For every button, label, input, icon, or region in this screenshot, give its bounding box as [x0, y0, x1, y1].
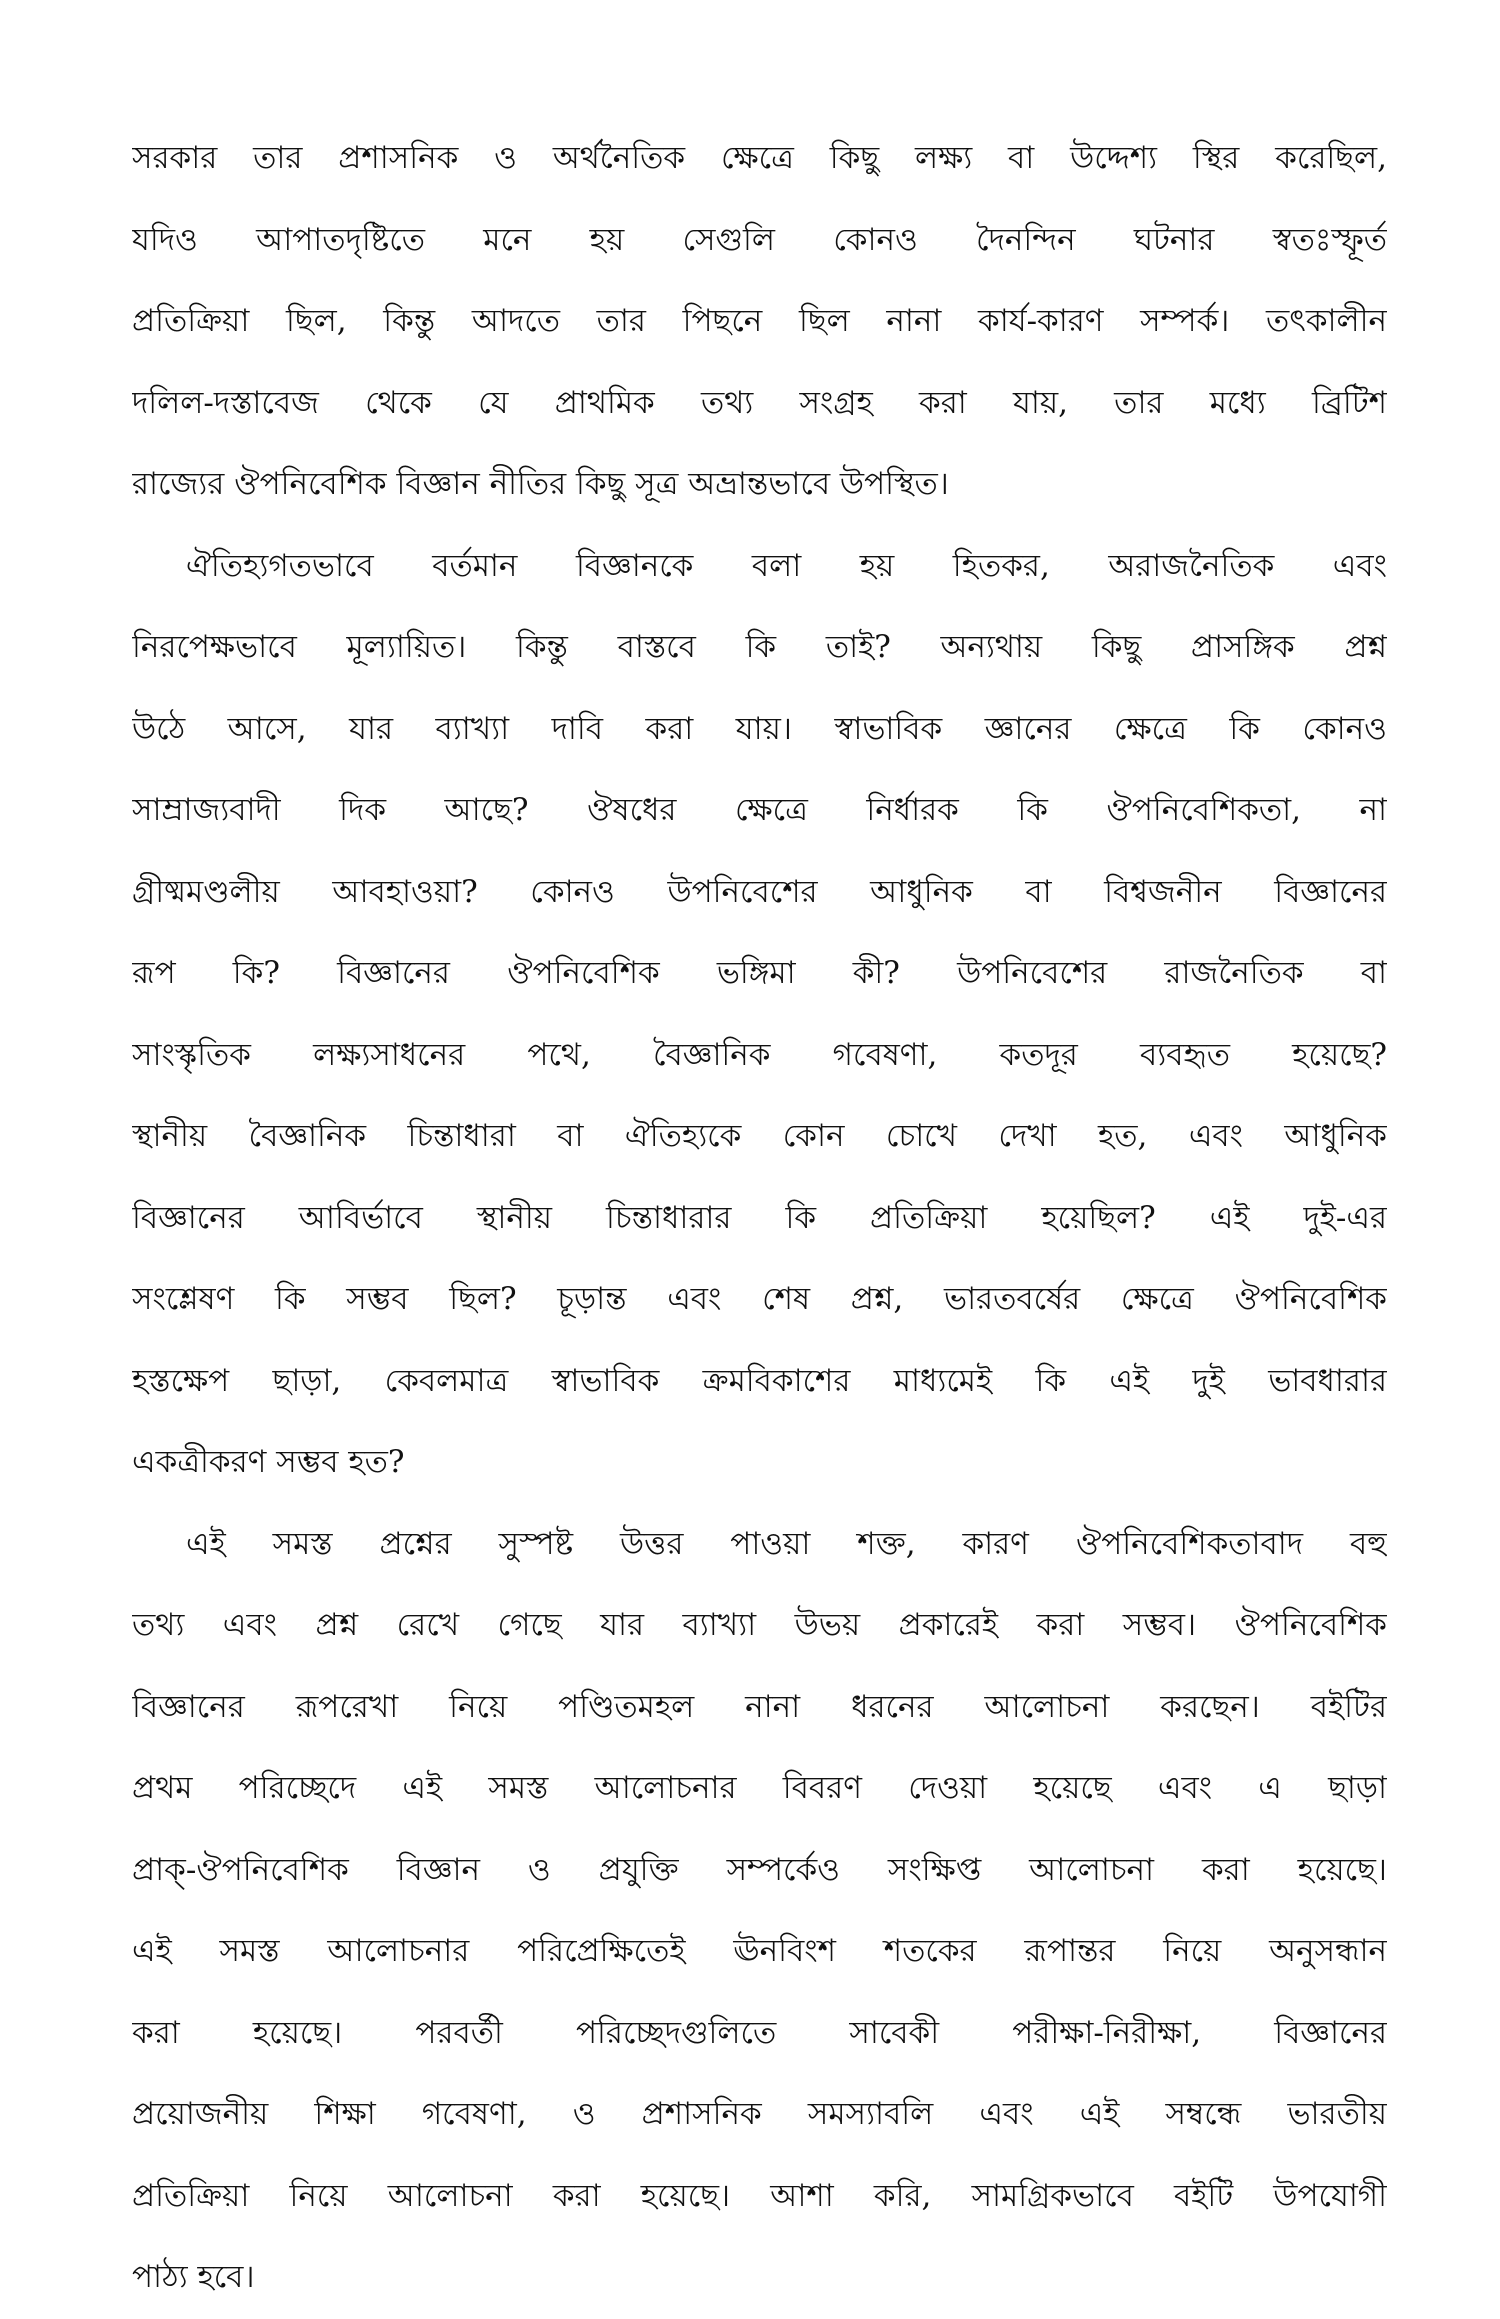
- text-line: রূপ কি? বিজ্ঞানের ঔপনিবেশিক ভঙ্গিমা কী? উপনিবেশের রাজনৈতিক বা: [132, 955, 1387, 991]
- text-line: বিজ্ঞানের রূপরেখা নিয়ে পণ্ডিতমহল নানা ধরনের আলোচনা করছেন। বইটির: [132, 1688, 1387, 1725]
- text-line: সরকার তার প্রশাসনিক ও অর্থনৈতিক ক্ষেত্রে কিছু লক্ষ্য বা উদ্দেশ্য স্থির করেছিল,: [132, 140, 1387, 176]
- text-line: প্রাক্-ঔপনিবেশিক বিজ্ঞান ও প্রযুক্তি সম্পর্কেও সংক্ষিপ্ত আলোচনা করা হয়েছে।: [132, 1851, 1387, 1888]
- text-line: উঠে আসে, যার ব্যাখ্যা দাবি করা যায়। স্বাভাবিক জ্ঞানের ক্ষেত্রে কি কোনও: [132, 710, 1387, 747]
- text-line: গ্রীষ্মমণ্ডলীয় আবহাওয়া? কোনও উপনিবেশের আধুনিক বা বিশ্বজনীন বিজ্ঞানের: [132, 873, 1387, 910]
- text-line: সংশ্লেষণ কি সম্ভব ছিল? চূড়ান্ত এবং শেষ প্রশ্ন, ভারতবর্ষের ক্ষেত্রে ঔপনিবেশিক: [132, 1281, 1387, 1317]
- text-line: প্রয়োজনীয় শিক্ষা গবেষণা, ও প্রশাসনিক সমস্যাবলি এবং এই সম্বন্ধে ভারতীয়: [132, 2096, 1387, 2132]
- page-body: [132, 118, 1387, 2319]
- text-line: দলিল-দস্তাবেজ থেকে যে প্রাথমিক তথ্য সংগ্রহ করা যায়, তার মধ্যে ব্রিটিশ: [132, 384, 1387, 421]
- paragraph-2: [132, 526, 1387, 1504]
- text-line: তথ্য এবং প্রশ্ন রেখে গেছে যার ব্যাখ্যা উভয় প্রকারেই করা সম্ভব। ঔপনিবেশিক: [132, 1607, 1387, 1643]
- text-line: একত্রীকরণ সম্ভব হত?: [132, 1444, 405, 1480]
- paragraph-1: [132, 118, 1387, 526]
- text-line: নিরপেক্ষভাবে মূল্যায়িত। কিন্তু বাস্তবে কি তাই? অন্যথায় কিছু প্রাসঙ্গিক প্রশ্ন: [132, 629, 1387, 665]
- text-line: বিজ্ঞানের আবির্ভাবে স্থানীয় চিন্তাধারার কি প্রতিক্রিয়া হয়েছিল? এই দুই-এর: [132, 1199, 1387, 1236]
- text-line: এই সমস্ত আলোচনার পরিপ্রেক্ষিতেই ঊনবিংশ শতকের রূপান্তর নিয়ে অনুসন্ধান: [132, 1933, 1387, 1969]
- text-line: প্রথম পরিচ্ছেদে এই সমস্ত আলোচনার বিবরণ দেওয়া হয়েছে এবং এ ছাড়া: [132, 1770, 1387, 1806]
- text-line: প্রতিক্রিয়া ছিল, কিন্তু আদতে তার পিছনে ছিল নানা কার্য-কারণ সম্পর্ক। তৎকালীন: [132, 303, 1387, 339]
- text-line: সাংস্কৃতিক লক্ষ্যসাধনের পথে, বৈজ্ঞানিক গবেষণা, কতদূর ব্যবহৃত হয়েছে?: [132, 1036, 1387, 1073]
- text-line: সাম্রাজ্যবাদী দিক আছে? ঔষধের ক্ষেত্রে নির্ধারক কি ঔপনিবেশিকতা, না: [132, 792, 1387, 828]
- paragraph-3: [132, 1504, 1387, 2319]
- text-line: পাঠ্য হবে।: [132, 2259, 255, 2295]
- text-line: ঐতিহ্যগতভাবে বর্তমান বিজ্ঞানকে বলা হয় হিতকর, অরাজনৈতিক এবং: [186, 547, 1387, 584]
- text-line: স্থানীয় বৈজ্ঞানিক চিন্তাধারা বা ঐতিহ্যকে কোন চোখে দেখা হত, এবং আধুনিক: [132, 1118, 1387, 1154]
- text-line: প্রতিক্রিয়া নিয়ে আলোচনা করা হয়েছে। আশা করি, সামগ্রিকভাবে বইটি উপযোগী: [132, 2177, 1387, 2214]
- text-line: এই সমস্ত প্রশ্নের সুস্পষ্ট উত্তর পাওয়া শক্ত, কারণ ঔপনিবেশিকতাবাদ বহু: [186, 1525, 1387, 1562]
- text-line: যদিও আপাতদৃষ্টিতে মনে হয় সেগুলি কোনও দৈনন্দিন ঘটনার স্বতঃস্ফূর্ত: [132, 221, 1387, 258]
- text-line: রাজ্যের ঔপনিবেশিক বিজ্ঞান নীতির কিছু সূত্র অভ্রান্তভাবে উপস্থিত।: [132, 466, 949, 502]
- text-line: হস্তক্ষেপ ছাড়া, কেবলমাত্র স্বাভাবিক ক্রমবিকাশের মাধ্যমেই কি এই দুই ভাবধারার: [132, 1362, 1387, 1399]
- text-line: করা হয়েছে। পরবর্তী পরিচ্ছেদগুলিতে সাবেকী পরীক্ষা-নিরীক্ষা, বিজ্ঞানের: [132, 2014, 1387, 2051]
